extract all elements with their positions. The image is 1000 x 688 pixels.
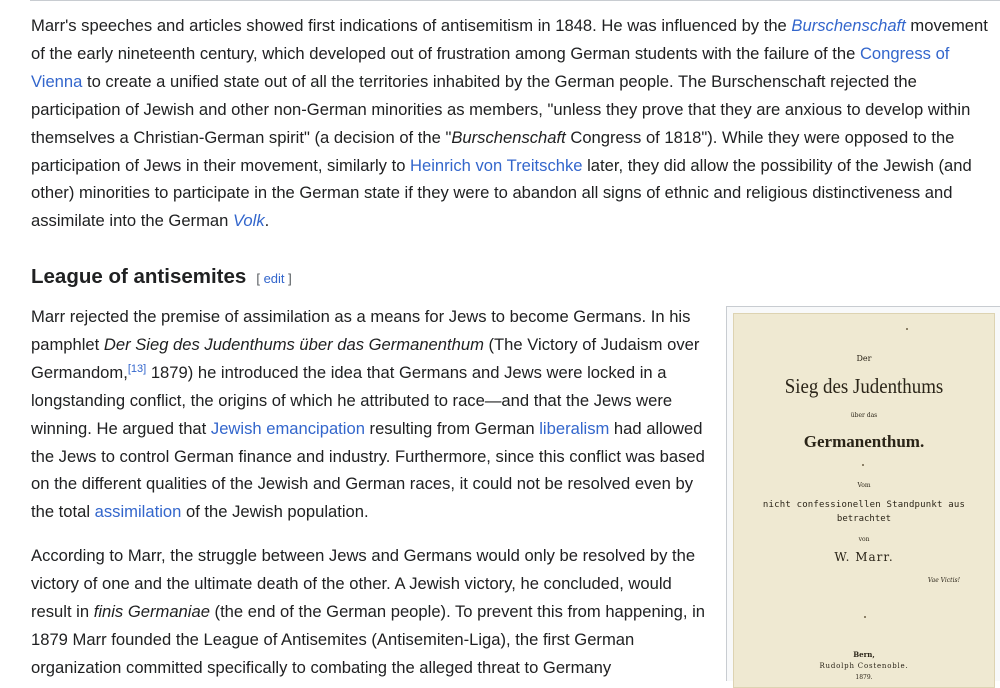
text: Congress of 1818"). While they were opposed to the participation of Jews in their movement, similarly to	[31, 127, 955, 175]
title-author: W. Marr.	[834, 550, 894, 564]
text: (The Victory of Judaism over Germandom,	[31, 334, 700, 382]
reference-13[interactable]: [13]	[127, 362, 147, 375]
link-volk[interactable]: Volk	[232, 211, 265, 231]
paragraph-pamphlet	[31, 303, 711, 526]
text: Marr's speeches and articles showed first indications of antisemitism in 1848. He was influenced by the	[31, 16, 792, 35]
title-year: 1879.	[855, 674, 873, 681]
link-treitschke[interactable]: Heinrich von Treitschke	[410, 155, 583, 175]
section-divider	[30, 0, 1000, 1]
title-vom: Vom	[857, 482, 871, 489]
intro-paragraph	[31, 12, 1000, 235]
bracket: ]	[288, 271, 292, 286]
title-von: von	[858, 536, 870, 543]
ornament-dot	[864, 616, 866, 618]
link-assimilation[interactable]: assimilation	[94, 502, 182, 522]
title-sieg: Sieg des Judenthums	[784, 374, 944, 398]
edit-link[interactable]: edit	[263, 271, 285, 286]
text: (the end of the German people). To prevent this from happening, in 1879 Marr founded the League of Antisemites (Antisemiten-Liga), the first German organization committed specifically to combating the alleged threat to Germany	[31, 601, 705, 677]
title-germanenthum: Germanenthum.	[803, 432, 925, 451]
text: had allowed the Jews to control German finance and industry. Furthermore, since this conflict was based on the different qualities of the Jewish and German races, it could not be resolved even by the total	[31, 418, 705, 522]
speck	[906, 328, 908, 330]
link-congress-of-vienna[interactable]: Congress of Vienna	[31, 43, 950, 91]
text: of the Jewish population.	[181, 502, 369, 522]
heading-text: League of antisemites	[31, 265, 247, 288]
text: .	[264, 211, 270, 231]
text: 1879) he introduced the idea that Germans and Jews were locked in a longstanding conflict, the origins of which he attributed to race—and that the Jews were winning. He argued that	[31, 362, 673, 438]
text: to create a unified state out of all the territories inhabited by the German people. The Burschenschaft rejected the participation of Jewish and other non-German minorities as members, "unless they prove that they are anxious to develop within themselves a Christian-German spirit" (a decision of the "	[31, 71, 971, 147]
title-motto: Vae Victis!	[927, 577, 960, 584]
title-place: Bern,	[853, 650, 875, 659]
text: According to Marr, the struggle between Jews and Germans would only be resolved by the victory of one and the ultimate death of the other. A Jewish victory, he concluded, would result in	[31, 546, 696, 621]
title-page-figure[interactable]	[726, 306, 1000, 681]
edit-section	[256, 271, 291, 286]
title-page-image	[733, 313, 995, 688]
paragraph-league	[31, 542, 711, 682]
title-der: Der	[856, 354, 872, 363]
section-heading	[31, 262, 292, 294]
link-burschenschaft[interactable]: Burschenschaft	[791, 16, 906, 35]
italic-title: Der Sieg des Judenthums über das Germanenthum	[103, 334, 484, 354]
title-subtitle: nicht confessionellen Standpunkt aus	[762, 500, 966, 510]
text: Marr rejected the premise of assimilation as a means for Jews to become Germans. In his pamphlet	[31, 307, 691, 354]
link-liberalism[interactable]: liberalism	[539, 418, 610, 438]
title-betrachtet: betrachtet	[836, 514, 892, 524]
title-ueber: über das	[850, 412, 878, 419]
text: later, they did allow the possibility of the Jewish (and other) minorities to participate in the German state if they were to abandon all signs of ethnic and religious distinctiveness and assimilate into the German	[31, 155, 972, 231]
text: resulting from German	[364, 418, 540, 438]
link-jewish-emancipation[interactable]: Jewish emancipation	[210, 418, 365, 438]
bracket: [	[256, 271, 260, 286]
text: movement of the early nineteenth century, which developed out of frustration among German students with the failure of the	[31, 16, 988, 63]
title-publisher: Rudolph Costenoble.	[819, 662, 909, 670]
italic-text: finis Germaniae	[93, 601, 210, 621]
italic-text: Burschenschaft	[451, 127, 566, 147]
ornament-dot	[862, 464, 864, 466]
